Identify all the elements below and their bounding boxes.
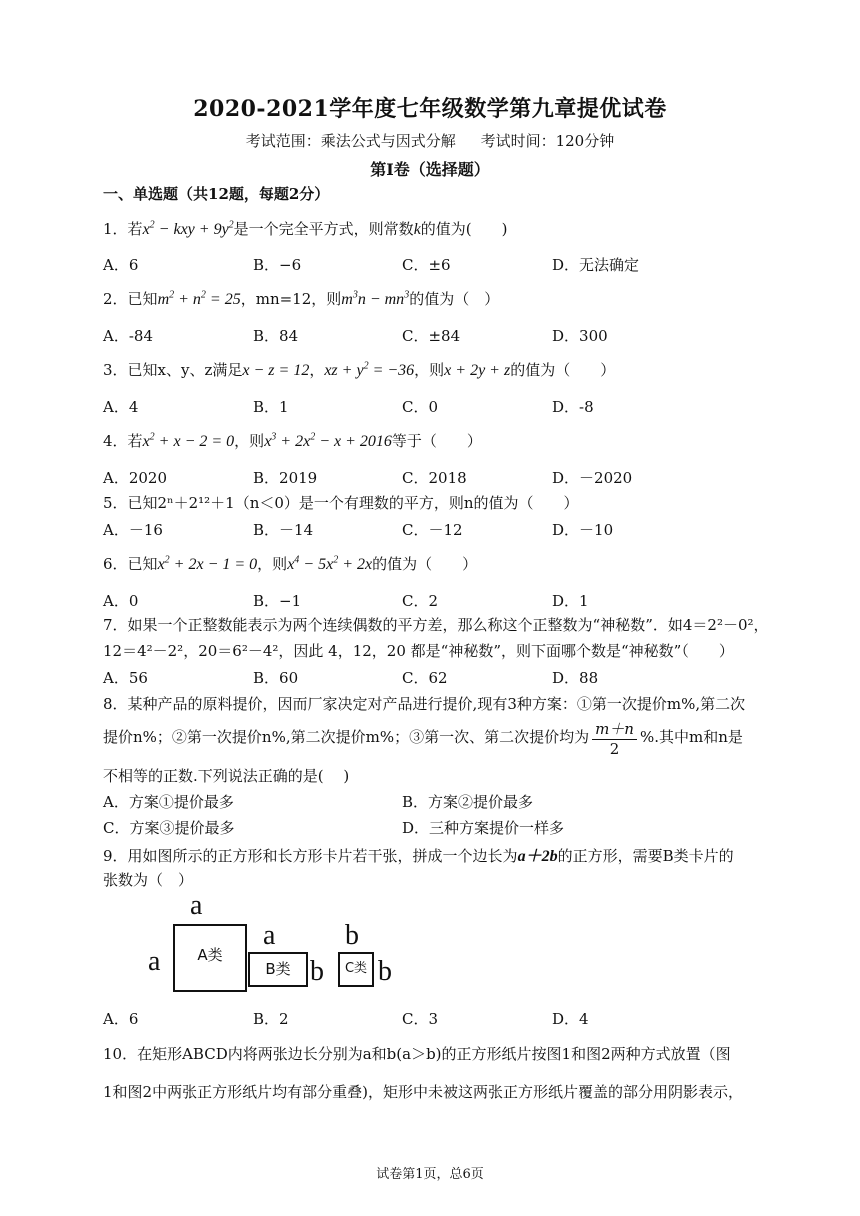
- card-figure: [148, 890, 408, 996]
- question-6: 6．已知$x^2 + 2x - 1 = 0$，则$x^4 - 5x^2 + 2x$的值为（ ）: [103, 554, 478, 573]
- card-a-top-label: a: [190, 890, 203, 921]
- option-d[interactable]: D．300: [552, 327, 608, 345]
- question-2: 2．已知$m^2 + n^2 = 25$，mn=12，则$m^3n - mn^3$的值为（ ）: [103, 289, 500, 308]
- option-a[interactable]: A．6: [103, 1010, 139, 1028]
- option-c[interactable]: C．2018: [402, 469, 467, 487]
- question-7: 7．如果一个正整数能表示为两个连续偶数的平方差，那么称这个正整数为“神秘数”．如4＝2²－0²，: [103, 616, 769, 634]
- question-4: 4．若$x^2 + x - 2 = 0$，则$x^3 + 2x^2 - x + 2016$等于（ ）: [103, 431, 482, 450]
- option-a[interactable]: A．4: [103, 398, 139, 416]
- card-c: C类: [338, 952, 374, 987]
- option-b[interactable]: B．−6: [253, 256, 302, 274]
- option-d[interactable]: D．-8: [552, 398, 594, 416]
- page-footer: 试卷第1页，总6页: [376, 1167, 484, 1182]
- card-c-top-label: b: [345, 920, 359, 951]
- option-b[interactable]: B．2: [253, 1010, 289, 1028]
- question-3: 3．已知x、y、z满足x − z = 12，xz + $y^2 = -36$，则x + 2y + z的值为（ ）: [103, 360, 616, 379]
- option-c[interactable]: C．－12: [402, 521, 463, 539]
- option-a[interactable]: A．56: [103, 669, 148, 687]
- question-9: 9．用如图所示的正方形和长方形卡片若干张，拼成一个边长为a＋2b的正方形，需要B类卡片的: [103, 847, 734, 865]
- option-a[interactable]: A．0: [103, 592, 139, 610]
- question-9-line2: 张数为（ ）: [103, 871, 194, 889]
- option-d[interactable]: D．4: [552, 1010, 589, 1028]
- option-a[interactable]: A．2020: [103, 469, 168, 487]
- question-1: 1．若$x^2$ − kxy + $9y^2$是一个完全平方式，则常数k的值为( ): [103, 219, 508, 238]
- option-b[interactable]: B．60: [253, 669, 299, 687]
- card-c-right-label: b: [378, 956, 392, 987]
- exam-time: 考试时间：120分钟: [480, 132, 615, 150]
- option-d[interactable]: D．88: [552, 669, 599, 687]
- option-c[interactable]: C．0: [402, 398, 439, 416]
- volume-heading: 第Ⅰ卷（选择题）: [370, 160, 490, 179]
- question-7-line2: 12＝4²－2²，20＝6²－4²，因此 4，12，20 都是“神秘数”，则下面哪个数是“神秘数”（ ）: [103, 642, 734, 660]
- option-a[interactable]: A．-84: [103, 327, 153, 345]
- option-c[interactable]: C．2: [402, 592, 439, 610]
- exam-scope: 考试范围：乘法公式与因式分解: [245, 132, 456, 150]
- option-d[interactable]: D．三种方案提价一样多: [402, 819, 565, 837]
- card-a: A类: [173, 924, 247, 992]
- option-d[interactable]: D．－2020: [552, 469, 633, 487]
- option-b[interactable]: B．2019: [253, 469, 318, 487]
- page-title: 2020-2021学年度七年级数学第九章提优试卷: [193, 96, 667, 122]
- option-c[interactable]: C．方案③提价最多: [103, 819, 235, 837]
- card-a-left-label: a: [148, 946, 161, 977]
- option-c[interactable]: C．3: [402, 1010, 439, 1028]
- option-a[interactable]: A．－16: [103, 521, 163, 539]
- card-b: B类: [248, 952, 308, 987]
- option-b[interactable]: B．84: [253, 327, 299, 345]
- option-c[interactable]: C．±6: [402, 256, 451, 274]
- question-8-line2: 提价n%；②第一次提价n%,第二次提价m%；③第一次、第二次提价均为 $\frac{m+n}{2}$ %.其中m和n是: [103, 720, 743, 758]
- option-b[interactable]: B．−1: [253, 592, 302, 610]
- fraction: $\frac{m+n}{2}$: [592, 718, 637, 758]
- question-10: 10．在矩形ABCD内将两张边长分别为a和b(a＞b)的正方形纸片按图1和图2两种方式放置（图: [103, 1045, 731, 1063]
- option-b[interactable]: B．1: [253, 398, 289, 416]
- option-c[interactable]: C．±84: [402, 327, 461, 345]
- card-b-top-label: a: [263, 920, 276, 951]
- option-d[interactable]: D．无法确定: [552, 256, 640, 274]
- option-a[interactable]: A．6: [103, 256, 139, 274]
- question-8: 8．某种产品的原料提价，因而厂家决定对产品进行提价,现有3种方案：①第一次提价m%,第二次: [103, 695, 746, 713]
- option-b[interactable]: B．－14: [253, 521, 314, 539]
- option-d[interactable]: D．－10: [552, 521, 614, 539]
- option-d[interactable]: D．1: [552, 592, 589, 610]
- option-a[interactable]: A．方案①提价最多: [103, 793, 234, 811]
- question-10-line2: 1和图2中两张正方形纸片均有部分重叠)，矩形中未被这两张正方形纸片覆盖的部分用阴影表示，: [103, 1083, 743, 1101]
- card-b-right-label: b: [310, 956, 324, 987]
- question-5: 5．已知2ⁿ＋2¹²＋1（n＜0）是一个有理数的平方，则n的值为（ ）: [103, 494, 579, 512]
- section-heading: 一、单选题（共12题，每题2分）: [103, 185, 330, 203]
- question-8-line3: 不相等的正数.下列说法正确的是( ): [103, 767, 350, 785]
- exam-meta: [0, 130, 860, 151]
- option-c[interactable]: C．62: [402, 669, 448, 687]
- option-b[interactable]: B．方案②提价最多: [402, 793, 534, 811]
